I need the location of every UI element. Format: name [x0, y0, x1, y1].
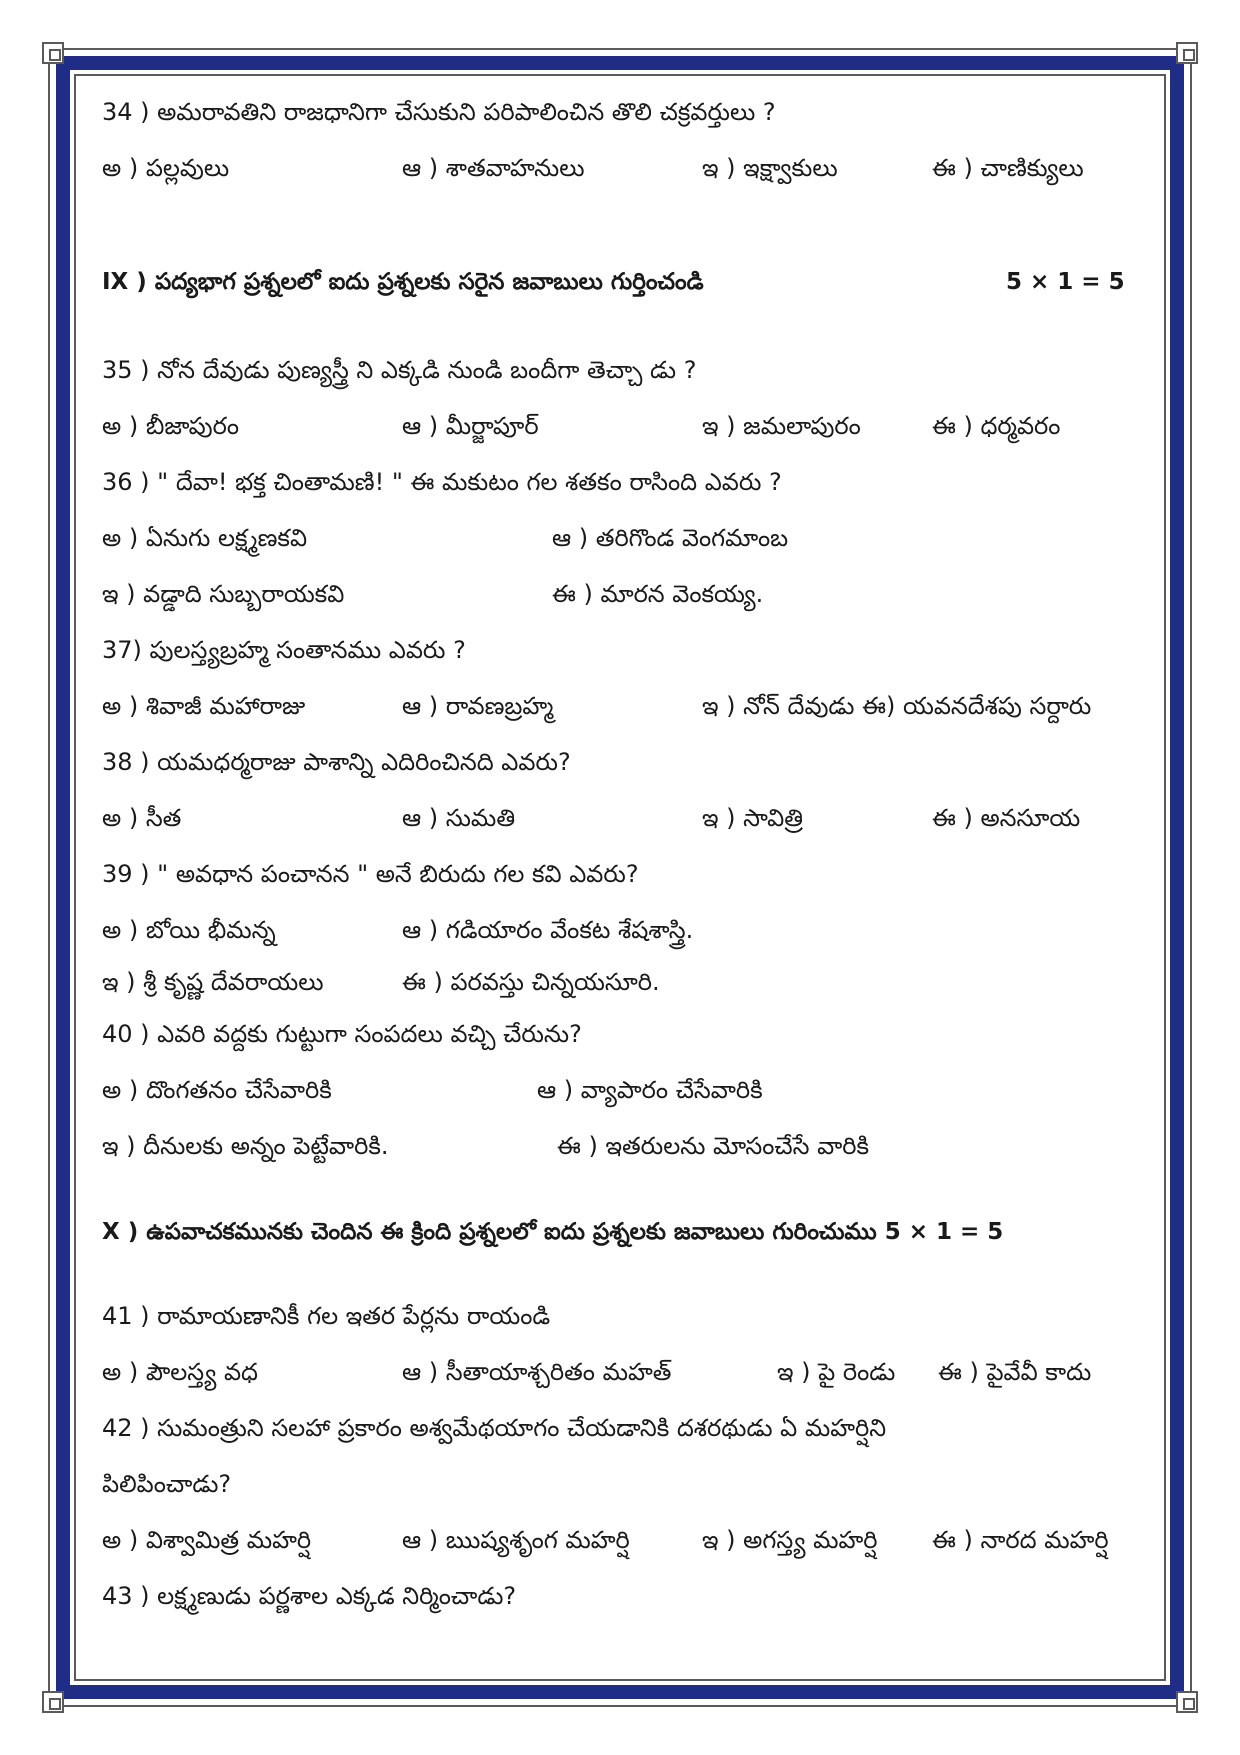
q39-option-d: ఈ ) పరవస్తు చిన్నయసూరి.: [402, 968, 660, 996]
q40-option-b: ఆ ) వ్యాపారం చేసేవారికి: [537, 1076, 763, 1104]
corner-ornament-bottom-right: [1176, 1691, 1198, 1713]
corner-ornament-bottom-left: [42, 1691, 64, 1713]
section-9-heading: IX ) పద్యభాగ ప్రశ్నలలో ఐదు ప్రశ్నలకు సరైన జవాబులు గుర్తించండి: [102, 269, 704, 295]
q35-option-d: ఈ ) ధర్మవరం: [932, 412, 1061, 440]
q36-option-a: అ ) ఏనుగు లక్ష్మణకవి: [102, 524, 308, 552]
q40-option-c: ఇ ) దీనులకు అన్నం పెట్టేవారికి.: [102, 1132, 389, 1160]
q38-option-b: ఆ ) సుమతి: [402, 804, 516, 832]
q39-option-c: ఇ ) శ్రీ కృష్ణ దేవరాయలు: [102, 968, 324, 996]
q34-option-b: ఆ ) శాతవాహనులు: [402, 154, 585, 182]
question-39: 39 ) " అవధాన పంచానన " అనే బిరుదు గల కవి ఎవరు?: [102, 860, 639, 888]
q36-option-c: ఇ ) వడ్డాది సుబ్బరాయకవి: [102, 580, 345, 608]
q41-option-c: ఇ ) పై రెండు: [777, 1358, 896, 1386]
q38-option-a: అ ) సీత: [102, 804, 182, 832]
q42-option-a: అ ) విశ్వామిత్ర మహర్షి: [102, 1526, 312, 1554]
q35-option-c: ఇ ) జమలాపురం: [702, 412, 861, 440]
q34-option-c: ఇ ) ఇక్ష్వాకులు: [702, 154, 838, 182]
question-41: 41 ) రామాయణానికీ గల ఇతర పేర్లను రాయండి: [102, 1302, 551, 1330]
q35-option-a: అ ) బీజాపురం: [102, 412, 240, 440]
q37-option-b: ఆ ) రావణబ్రహ్మ: [402, 692, 554, 720]
q41-option-d: ఈ ) పైవేవీ కాదు: [938, 1358, 1092, 1386]
section-9-marks: 5 × 1 = 5: [1006, 269, 1125, 295]
q36-option-b: ఆ ) తరిగొండ వెంగమాంబ: [552, 524, 789, 552]
q42-option-c: ఇ ) అగస్త్య మహర్షి: [702, 1526, 878, 1554]
corner-ornament-top-left: [42, 42, 64, 64]
q42-option-d: ఈ ) నారద మహర్షి: [932, 1526, 1109, 1554]
q38-option-d: ఈ ) అనసూయ: [932, 804, 1081, 832]
question-43: 43 ) లక్ష్మణుడు పర్ణశాల ఎక్కడ నిర్మించాడు?: [102, 1582, 517, 1610]
q39-option-a: అ ) బోయి భీమన్న: [102, 916, 276, 944]
section-10-heading: X ) ఉపవాచకమునకు చెందిన ఈ క్రింది ప్రశ్నలలో ఐదు ప్రశ్నలకు జవాబులు గురించుము 5 × 1 = 5: [102, 1219, 1004, 1245]
q34-option-a: అ ) పల్లవులు: [102, 154, 230, 182]
corner-ornament-top-right: [1176, 42, 1198, 64]
q37-option-a: అ ) శివాజీ మహారాజు: [102, 692, 306, 720]
q36-option-d: ఈ ) మారన వెంకయ్య.: [552, 580, 764, 608]
q41-option-a: అ ) పౌలస్త్య వధ: [102, 1358, 258, 1386]
q40-option-d: ఈ ) ఇతరులను మోసంచేసే వారికి: [557, 1132, 870, 1160]
q37-option-cd: ఇ ) నోన్ దేవుడు ఈ) యవనదేశపు సర్దారు: [702, 692, 1092, 720]
q40-option-a: అ ) దొంగతనం చేసేవారికి: [102, 1076, 332, 1104]
question-38: 38 ) యమధర్మరాజు పాశాన్ని ఎదిరించినది ఎవరు?: [102, 748, 571, 776]
question-42-continued: పిలిపించాడు?: [102, 1470, 232, 1498]
question-37: 37) పులస్త్యబ్రహ్మ సంతానము ఎవరు ?: [102, 636, 466, 664]
q34-option-d: ఈ ) చాణిక్యులు: [932, 154, 1084, 182]
question-34: 34 ) అమరావతిని రాజధానిగా చేసుకుని పరిపాలించిన తొలి చక్రవర్తులు ?: [102, 98, 776, 126]
question-35: 35 ) నోన దేవుడు పుణ్యస్త్రీ ని ఎక్కడి నుండి బందీగా తెచ్చా డు ?: [102, 356, 697, 384]
q41-option-b: ఆ ) సీతాయాశ్చరితం మహత్: [402, 1358, 672, 1386]
q39-option-b: ఆ ) గడియారం వేంకట శేషశాస్త్రి.: [402, 916, 694, 944]
question-42: 42 ) సుమంత్రుని సలహా ప్రకారం అశ్వమేథయాగం చేయడానికి దశరథుడు ఏ మహర్షిని: [102, 1414, 887, 1442]
q38-option-c: ఇ ) సావిత్రి: [702, 804, 803, 832]
question-40: 40 ) ఎవరి వద్దకు గుట్టుగా సంపదలు వచ్చి చేరును?: [102, 1020, 582, 1048]
q35-option-b: ఆ ) మీర్జాపూర్: [402, 412, 539, 440]
question-36: 36 ) " దేవా! భక్త చింతామణి! " ఈ మకుటం గల శతకం రాసింది ఎవరు ?: [102, 468, 782, 496]
q42-option-b: ఆ ) ఋష్యశృంగ మహర్షి: [402, 1526, 630, 1554]
